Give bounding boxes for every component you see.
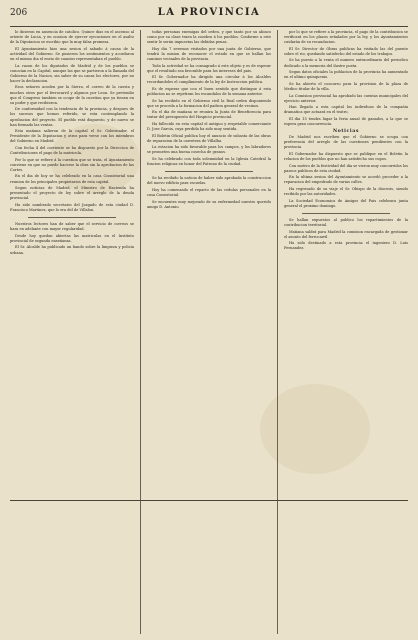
article-paragraph: El Sr. Gobernador ha dirigido una circular á los Alcaldes recordandoles el cumplimiento de la ley de Instruccion publica. [147, 75, 271, 85]
article-paragraph: La Comision provincial ha aprobado las cuentas municipales del ejercicio anterior. [284, 93, 408, 103]
article-paragraph: Se ha abierto el concurso para la provision de la plaza de Medico titular de la villa. [284, 81, 408, 91]
article-paragraph: Se ha puesto a la venta el numero extraordinario del periodico dedicado a la memoria del ilustre poeta. [284, 58, 408, 68]
article-paragraph: El Sr. Alcalde ha publicado un bando sobre la limpieza y policia urbana. [10, 245, 134, 255]
article-separator [302, 213, 390, 214]
article-paragraph: Esta mañana salieron de la capital el Sr. Gobernador, el Presidente de la Diputacion y otros para verse con los miembros del Gobierno en Madrid. [10, 129, 134, 144]
article-paragraph: El Sr. Director de Obras publicas ha visitado las del puente sobre el rio, quedando satisfecho del estado de los trabajos. [284, 46, 408, 56]
article-paragraph: La razon de los diputados de Madrid y de los pueblos se conocian en la Capital, aunque las que se partieron a la llamada del Gobierno de la Nacion, sin saber de su causa los electores, por no hacer la declaracion. [10, 63, 134, 83]
article-paragraph: Se ha recibido en el Gobierno civil la Real orden disponiendo que se proceda a la formacion del padron general de vecinos. [147, 98, 271, 108]
page-number: 206 [10, 8, 28, 18]
article-paragraph: El Boletin Oficial publica hoy el anuncio de subasta de las obras de reparacion de la carretera de Villalba. [147, 133, 271, 143]
column-1 [10, 30, 134, 634]
article-paragraph: En la ultima sesion del Ayuntamiento se acordó proceder a la reparacion del empedrado de varias calles. [284, 175, 408, 185]
article-paragraph: Segun datos oficiales la poblacion de la provincia ha aumentado en el ultimo quinquenio. [284, 70, 408, 80]
article-paragraph: En el dia de mañana se reunira la Junta de Beneficencia para tratar del presupuesto del Hospicio provincial. [147, 110, 271, 120]
article-paragraph: Por lo que se refiere á la cuestion que se trata, el Ayuntamiento conviene en que no puede hacerse la obra sin la aprobacion de las Cortes. [10, 157, 134, 172]
column-divider [140, 30, 141, 634]
article-paragraph: lo dicieron en ausencia de catolico. Quince dias en el ascenso al oriente de Lucia, y en ocasion de ejercer ejecuciones en el asalto de la Diputacion se escribio que la muy falsa promesa. [10, 30, 134, 45]
article-paragraph: La estacion ha sido favorable para los campos, y los labradores se prometen una buena cosecha de granos. [147, 145, 271, 155]
article-paragraph: Nuestros lectores han de saber que el servicio de correos se hara en adelante con mayor regularidad. [10, 222, 134, 232]
article-paragraph: Se ha recibido la noticia de haber sido aprobada la construccion del nuevo edificio para escuelas. [147, 176, 271, 186]
article-paragraph: Es de esperar que con el buen sentido que distingue á esta poblacion no se repetiran los escandalos de la semana anterior. [147, 86, 271, 97]
article-paragraph: Hoy ha comenzado el reparto de las cedulas personales en la casa Consistorial. [147, 187, 271, 198]
article-paragraph: Esos señores acuden por la Sierra, el correo de la cuesta y muchos otros por el ferrocarril y algunos por Leon. Se pretendio que el Congreso tambien se ocupe de la cuestion que ya tienen en su poder y que recibieron. [10, 85, 134, 105]
article-separator [165, 171, 253, 172]
page-header [10, 4, 408, 27]
article-paragraph: La Sociedad Economica de Amigos del Pais celebrara junta general el proximo domingo. [284, 198, 408, 208]
article-paragraph: Hoy dia 7 seremos visitados por una junta de Gobierno, que tendrá la mision de reconocer el estado en que se hallan los caminos vecinales de la provincia. [147, 46, 271, 61]
article-paragraph: De Madrid nos escriben que el Gobierno se ocupa con preferencia del arreglo de las cuestiones pendientes con la provincia. [284, 135, 408, 150]
article-separator [28, 217, 116, 218]
column-divider [277, 30, 278, 634]
article-paragraph: Ha sido destinado a esta provincia el ingeniero D. Luis Fernandez. [284, 241, 408, 251]
article-paragraph: Con fecha 4 del corriente se ha dispuesto por la Direccion de Contribuciones el pago de la matricula. [10, 145, 134, 156]
section-heading: Noticias [332, 128, 360, 134]
column-3 [284, 30, 408, 634]
article-paragraph: Ha regresado de su viaje el Sr. Obispo de la diocesis, siendo recibido por las autoridades. [284, 187, 408, 197]
article-paragraph: Ha fallecido en esta capital el antiguo y respetable comerciante D. Jose Garcia, cuya perdida ha sido muy sentida. [147, 122, 271, 132]
article-paragraph: Se hallan expuestos al publico los repartimientos de la contribucion territorial. [284, 217, 408, 227]
article-paragraph: El Gobernador ha dispuesto que se publique en el Boletin la relacion de los pueblos que no han satisfecho sus cupos. [284, 151, 408, 162]
article-paragraph: Desde hoy quedan abiertas las matriculas en el Instituto provincial de segunda enseñanza. [10, 233, 134, 243]
article-paragraph: todas personas enemigas del orden, y que tanto por su ahinco como por su clase traen la zozobra á los pueblos. Conforme a este sentir le serán impuestas las debidas penas. [147, 30, 271, 45]
article-paragraph: Se ha celebrado con toda solemnidad en la Iglesia Catedral la funcion religiosa en honor del Patrono de la ciudad. [147, 157, 271, 167]
article-paragraph: En el dia de hoy se ha celebrado en la casa Consistorial una reunion de los principales propietarios de esta capital. [10, 174, 134, 184]
article-paragraph: Han llegado a esta capital los individuos de la compañia dramatica que actuará en el teatro. [284, 105, 408, 115]
article-paragraph: Con motivo de la festividad del dia se vieron muy concurridos los paseos publicos de esta ciudad. [284, 163, 408, 173]
article-paragraph: por lo que se refiere a la provincia, el pago de la contribucion se verificará en los plazos señalados por la ley, y los Ayuntamientos cuidarán de su recaudacion. [284, 30, 408, 45]
column-2 [147, 30, 271, 634]
article-paragraph: El dia 15 tendra lugar la feria anual de ganados, a la que se espera gran concurrencia. [284, 116, 408, 126]
article-paragraph: Se encuentra muy mejorado de su enfermedad nuestro querido amigo D. Antonio. [147, 199, 271, 209]
article-paragraph: Toda la actividad se ha consagrado á este objeto y es de esperar que el resultado sea favorable para los intereses del pais. [147, 63, 271, 73]
newspaper-title: LA PROVINCIA [157, 7, 261, 18]
article-paragraph: Segun noticias de Madrid, el Ministro de Hacienda ha presentado el proyecto de ley sobre el arreglo de la deuda provincial. [10, 186, 134, 201]
article-columns [10, 30, 408, 634]
article-paragraph: El Ayuntamiento hizo una sesion el sabado á causa de la actividad del Gobierno. Se pusieron los sentimientos y acordaron en el mismo dia el envio de cuantos representaban el pueblo. [10, 46, 134, 61]
article-paragraph: Ha sido nombrado secretario del Juzgado de esta ciudad D. Francisco Martinez, que lo era del de Villalon. [10, 202, 134, 212]
section-rule [10, 500, 408, 501]
newspaper-page [10, 4, 408, 634]
article-paragraph: Mañana saldrá para Madrid la comision encargada de gestionar el asunto del ferrocarril. [284, 229, 408, 239]
article-paragraph: De conformidad con la tendencia de la provincia, y despues de los sucesos que hemos referido, se esta contemplando la aprobacion del proyecto. El pueblo está dispuesto, y de nuevo se han formado las ventas. [10, 107, 134, 127]
